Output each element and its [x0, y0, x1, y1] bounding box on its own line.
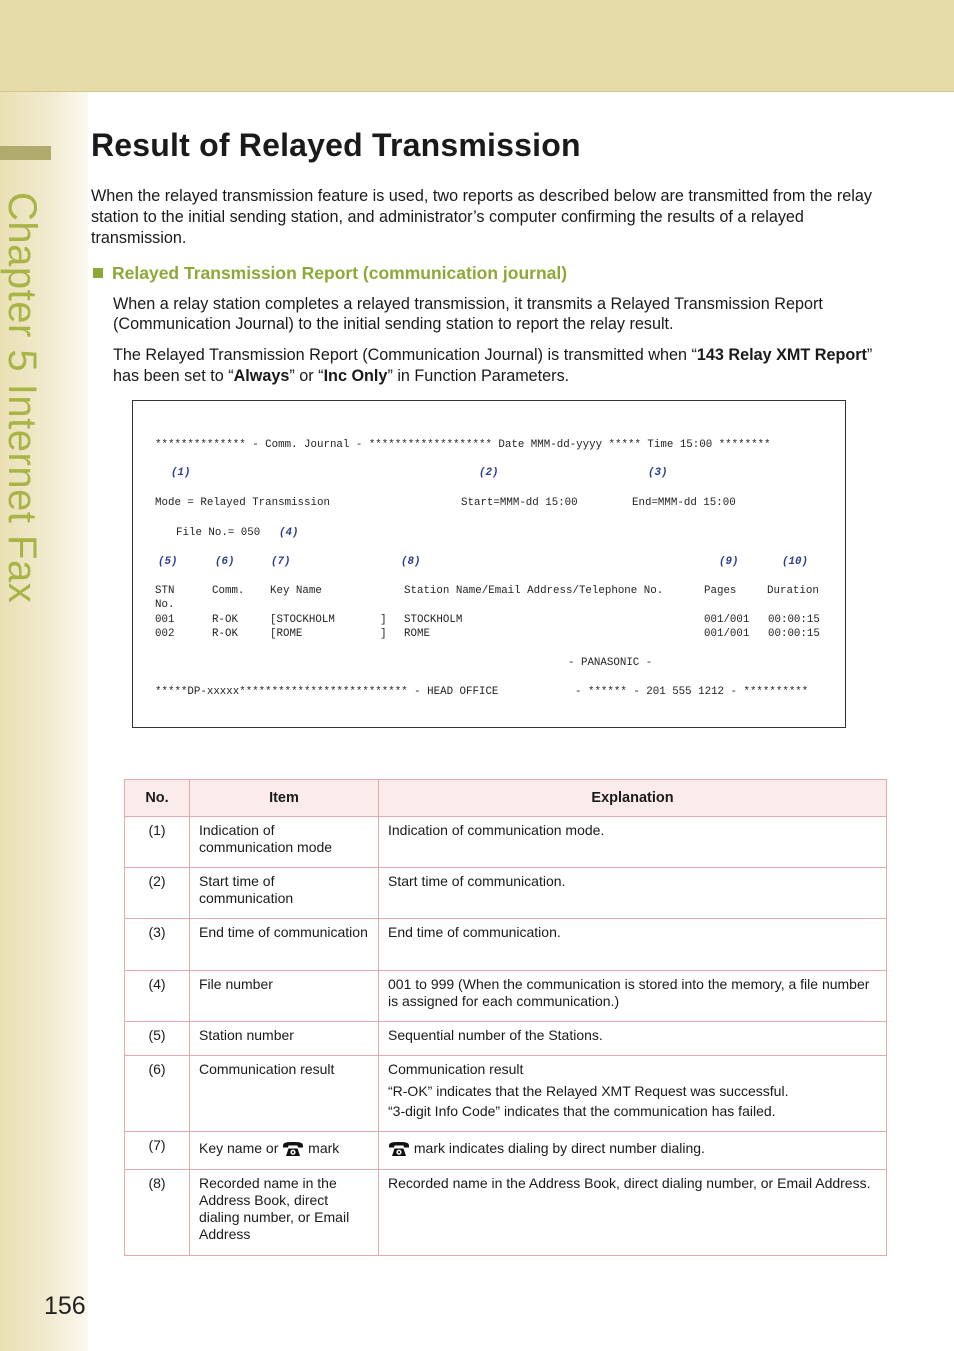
item-text-post: mark [308, 1140, 340, 1156]
explanation-line: “3-digit Info Code” indicates that the communication has failed. [388, 1103, 776, 1119]
row-item: Indication of communication mode [190, 817, 379, 868]
callout-9: (9) [719, 556, 739, 568]
telephone-icon [388, 1141, 410, 1157]
para2-text-3: ” or “ [289, 367, 324, 385]
row2-duration: 00:00:15 [768, 628, 820, 640]
callout-4: (4) [279, 527, 299, 539]
row-item: End time of communication [190, 919, 379, 971]
row-item: File number [190, 971, 379, 1022]
header-no: No. [125, 780, 190, 817]
col-key-name: Key Name [270, 585, 322, 597]
row1-duration: 00:00:15 [768, 614, 820, 626]
explanation-line: “R-OK” indicates that the Relayed XMT Request was successful. [388, 1083, 789, 1099]
telephone-icon [282, 1141, 304, 1157]
table-row [125, 1170, 887, 1256]
row-explanation: Recorded name in the Address Book, direct dialing number, or Email Address. [379, 1170, 887, 1256]
para2-bold-2: Always [233, 367, 290, 385]
row-no: (6) [125, 1056, 190, 1132]
explanation-table [124, 779, 887, 1256]
col-no: No. [155, 599, 175, 611]
callout-2: (2) [479, 467, 499, 479]
row-explanation: Sequential number of the Stations. [379, 1022, 887, 1056]
section-heading [93, 263, 567, 284]
table-row [125, 971, 887, 1022]
para2-text-2: ” has been set to “ [113, 346, 873, 385]
table-row [125, 1132, 887, 1170]
row2-stn: 002 [155, 628, 175, 640]
row1-station: STOCKHOLM [404, 614, 463, 626]
col-duration: Duration [767, 585, 819, 597]
row-no: (8) [125, 1170, 190, 1256]
col-stn: STN [155, 585, 175, 597]
row-no: (3) [125, 919, 190, 971]
col-comm: Comm. [212, 585, 245, 597]
row-item [190, 1132, 379, 1170]
row-no: (1) [125, 817, 190, 868]
row1-pages: 001/001 [704, 614, 750, 626]
journal-file-number: File No.= 050 [176, 527, 261, 539]
row-item: Start time of communication [190, 868, 379, 919]
row-no: (4) [125, 971, 190, 1022]
row2-comm: R-OK [212, 628, 238, 640]
row-explanation [379, 1056, 887, 1132]
table-header-row [125, 780, 887, 817]
page-number: 156 [44, 1292, 86, 1320]
col-pages: Pages [704, 585, 737, 597]
row2-station: ROME [404, 628, 430, 640]
row-explanation: 001 to 999 (When the communication is stored into the memory, a file number is assigned for each communication.) [379, 971, 887, 1022]
journal-header-line: ************** - Comm. Journal - ******************* Date MMM-dd-yyyy ***** Time 15:00 ******** [155, 439, 771, 451]
row-item: Station number [190, 1022, 379, 1056]
square-bullet-icon [93, 268, 103, 278]
callout-6: (6) [215, 556, 235, 568]
callout-3: (3) [648, 467, 668, 479]
header-explanation: Explanation [379, 780, 887, 817]
row-no: (5) [125, 1022, 190, 1056]
row-explanation: Start time of communication. [379, 868, 887, 919]
para2-text-4: ” in Function Parameters. [387, 367, 570, 385]
callout-10: (10) [782, 556, 808, 568]
para2-bold-3: Inc Only [323, 367, 388, 385]
journal-start-time: Start=MMM-dd 15:00 [461, 497, 578, 509]
para2-text-1: The Relayed Transmission Report (Communication Journal) is transmitted when “ [113, 346, 697, 364]
row-no: (7) [125, 1132, 190, 1170]
row-item: Communication result [190, 1056, 379, 1132]
header-item: Item [190, 780, 379, 817]
communication-journal-sample [132, 400, 846, 728]
row1-stn: 001 [155, 614, 175, 626]
table-row [125, 919, 887, 971]
row-explanation [379, 1132, 887, 1170]
callout-1: (1) [171, 467, 191, 479]
journal-end-time: End=MMM-dd 15:00 [632, 497, 736, 509]
top-band [0, 0, 954, 92]
item-text-pre: Key name or [199, 1140, 279, 1156]
callout-5: (5) [158, 556, 178, 568]
table-row [125, 1022, 887, 1056]
row1-comm: R-OK [212, 614, 238, 626]
chapter-tab-marker [0, 146, 51, 160]
row-explanation: End time of communication. [379, 919, 887, 971]
journal-mode-line: Mode = Relayed Transmission [155, 497, 330, 509]
journal-footer-left: *****DP-xxxxx************************** - HEAD OFFICE [155, 686, 499, 698]
col-station: Station Name/Email Address/Telephone No. [404, 585, 664, 597]
section-paragraph-1: When a relay station completes a relayed transmission, it transmits a Relayed Transmission Report (Communication Journal) to the initial sending station to report the relay result. [113, 295, 823, 333]
explanation-line: Communication result [388, 1061, 524, 1077]
row-no: (2) [125, 868, 190, 919]
row-item: Recorded name in the Address Book, direct dialing number, or Email Address [190, 1170, 379, 1256]
table-row [125, 817, 887, 868]
page-title: Result of Relayed Transmission [91, 127, 581, 163]
row1-key: [STOCKHOLM ] [270, 614, 387, 626]
callout-8: (8) [401, 556, 421, 568]
journal-brand: - PANASONIC - [568, 657, 653, 669]
table-row [125, 1056, 887, 1132]
intro-paragraph: When the relayed transmission feature is used, two reports as described below are transmitted from the relay station to the initial sending station, and administrator’s computer confirming the results of a relayed transmission. [91, 187, 872, 247]
callout-7: (7) [271, 556, 291, 568]
journal-footer-right: - ****** - 201 555 1212 - ********** [575, 686, 809, 698]
chapter-label: Chapter 5 Internet Fax [0, 192, 44, 604]
row2-pages: 001/001 [704, 628, 750, 640]
section-paragraph-2 [113, 345, 893, 387]
table-row [125, 868, 887, 919]
row2-key: [ROME ] [270, 628, 387, 640]
para2-bold-1: 143 Relay XMT Report [696, 346, 867, 364]
row-explanation: Indication of communication mode. [379, 817, 887, 868]
explanation-text: mark indicates dialing by direct number dialing. [413, 1140, 705, 1156]
section-heading-text: Relayed Transmission Report (communication journal) [112, 263, 568, 283]
